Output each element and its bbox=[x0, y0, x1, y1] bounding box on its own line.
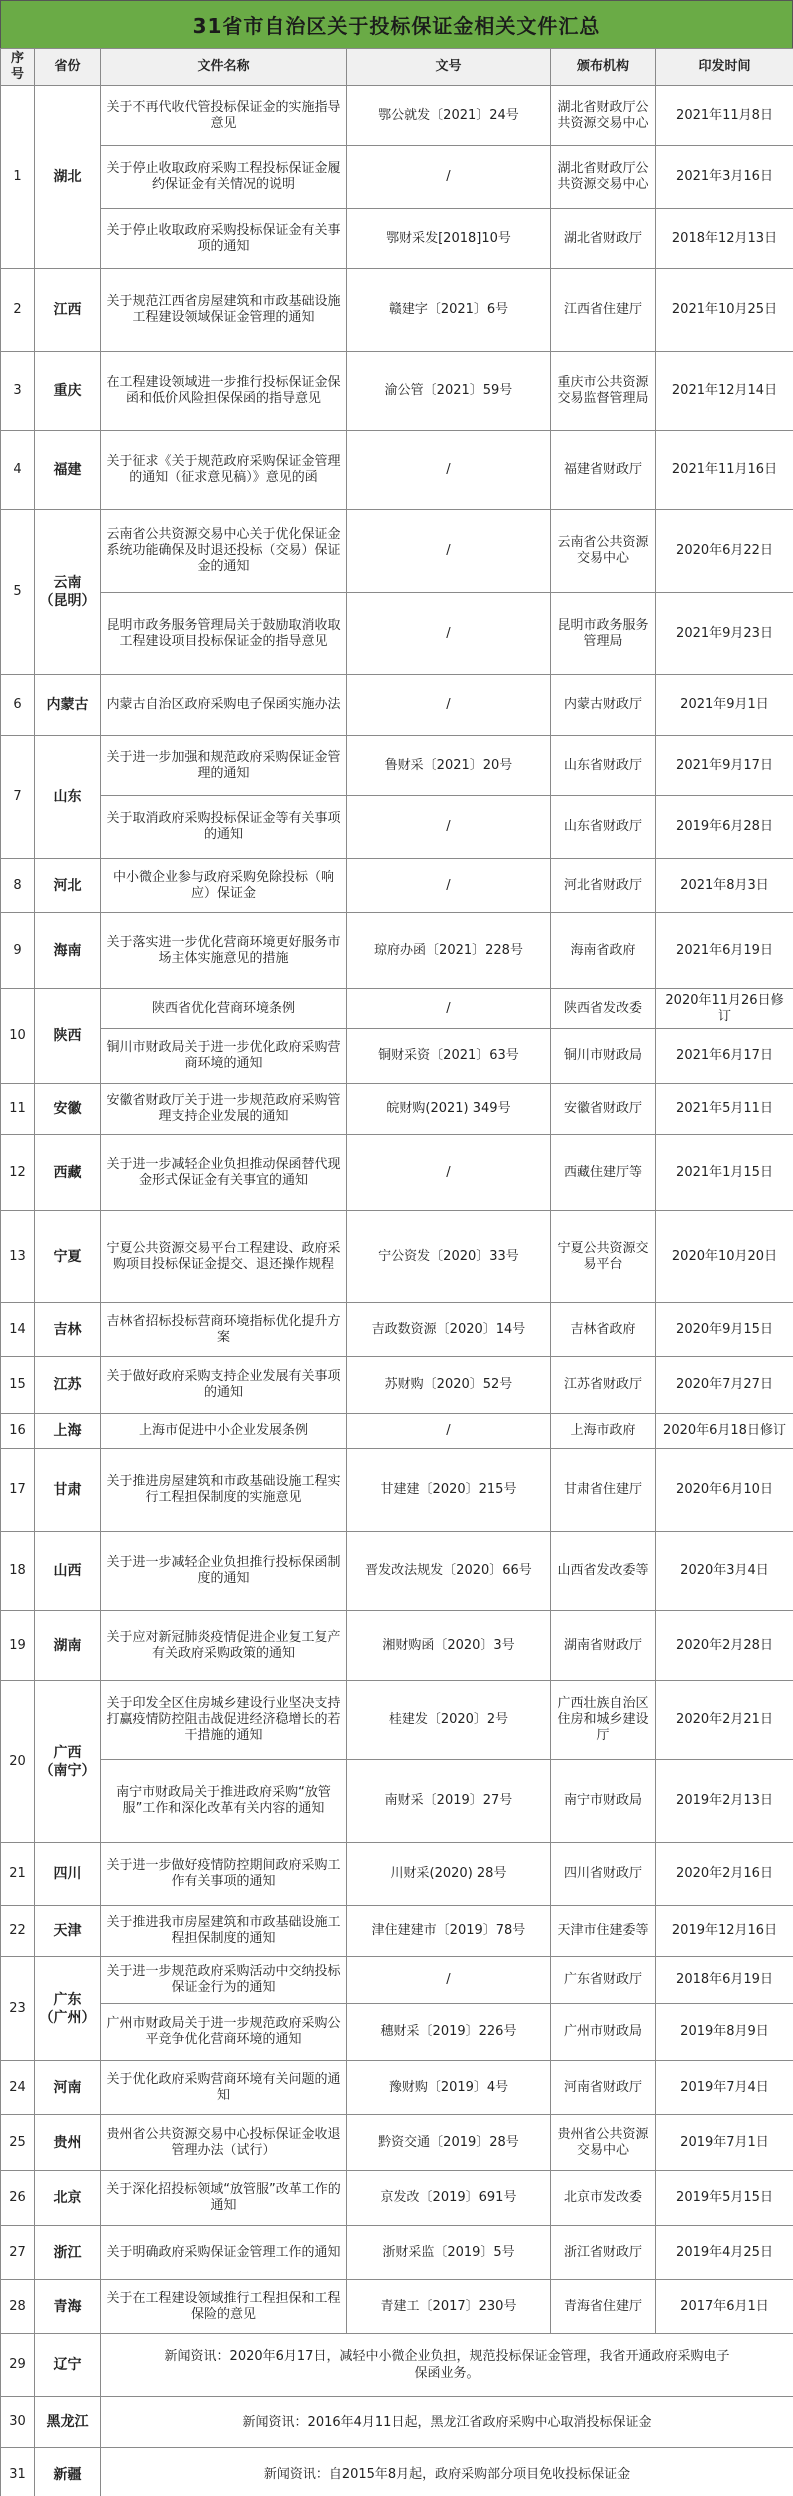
table-row bbox=[1, 1029, 793, 1084]
table-row bbox=[1, 1906, 793, 1957]
doc-number-cell: 浙财采监〔2019〕5号 bbox=[347, 2226, 551, 2280]
issue-date-cell: 2019年12月16日 bbox=[656, 1906, 793, 1957]
doc-number-cell: / bbox=[347, 675, 551, 736]
doc-number-cell: 吉政数资源〔2020〕14号 bbox=[347, 1303, 551, 1357]
row-number: 23 bbox=[1, 1957, 35, 2061]
table-row bbox=[1, 2226, 793, 2280]
province-name: 山东 bbox=[35, 736, 101, 859]
province-name: 山西 bbox=[35, 1532, 101, 1611]
issuer-cell: 河北省财政厅 bbox=[551, 859, 656, 913]
issuer-cell: 陕西省发改委 bbox=[551, 989, 656, 1029]
issue-date-cell: 2019年4月25日 bbox=[656, 2226, 793, 2280]
document-table bbox=[0, 48, 793, 2496]
row-number: 6 bbox=[1, 675, 35, 736]
issue-date-cell: 2020年3月4日 bbox=[656, 1532, 793, 1611]
file-name-cell: 关于落实进一步优化营商环境更好服务市场主体实施意见的措施 bbox=[101, 913, 347, 989]
issuer-cell: 山东省财政厅 bbox=[551, 736, 656, 796]
table-row bbox=[1, 1357, 793, 1414]
table-row bbox=[1, 859, 793, 913]
table-row bbox=[1, 675, 793, 736]
issuer-cell: 浙江省财政厅 bbox=[551, 2226, 656, 2280]
issuer-cell: 上海市政府 bbox=[551, 1414, 656, 1449]
row-number: 3 bbox=[1, 352, 35, 431]
file-name-cell: 关于推进我市房屋建筑和市政基础设施工程担保制度的通知 bbox=[101, 1906, 347, 1957]
doc-number-cell: 甘建建〔2020〕215号 bbox=[347, 1449, 551, 1532]
doc-number-cell: 川财采(2020) 28号 bbox=[347, 1843, 551, 1906]
issuer-cell: 山西省发改委等 bbox=[551, 1532, 656, 1611]
province-name: 内蒙古 bbox=[35, 675, 101, 736]
file-name-cell: 关于印发全区住房城乡建设行业坚决支持打赢疫情防控阻击战促进经济稳增长的若干措施的通知 bbox=[101, 1681, 347, 1760]
row-number: 25 bbox=[1, 2115, 35, 2171]
issuer-cell: 甘肃省住建厅 bbox=[551, 1449, 656, 1532]
doc-number-cell: / bbox=[347, 510, 551, 593]
row-number: 29 bbox=[1, 2334, 35, 2397]
row-number: 12 bbox=[1, 1135, 35, 1211]
province-name: 贵州 bbox=[35, 2115, 101, 2171]
file-name-cell: 关于进一步规范政府采购活动中交纳投标保证金行为的通知 bbox=[101, 1957, 347, 2004]
province-name: 云南 （昆明） bbox=[35, 510, 101, 675]
row-number: 17 bbox=[1, 1449, 35, 1532]
file-name-cell: 关于征求《关于规范政府采购保证金管理的通知（征求意见稿）》意见的函 bbox=[101, 431, 347, 510]
issue-date-cell: 2019年7月4日 bbox=[656, 2061, 793, 2115]
file-name-cell: 陕西省优化营商环境条例 bbox=[101, 989, 347, 1029]
header-doc-number: 文号 bbox=[347, 49, 551, 86]
table-row bbox=[1, 1303, 793, 1357]
issue-date-cell: 2021年11月8日 bbox=[656, 86, 793, 146]
file-name-cell: 安徽省财政厅关于进一步规范政府采购管理支持企业发展的通知 bbox=[101, 1084, 347, 1135]
province-name: 安徽 bbox=[35, 1084, 101, 1135]
news-text: 新闻资讯：2020年6月17日，减轻中小微企业负担，规范投标保证金管理，我省开通政府采购电子保函业务。 bbox=[101, 2334, 793, 2397]
file-name-cell: 中小微企业参与政府采购免除投标（响应）保证金 bbox=[101, 859, 347, 913]
file-name-cell: 贵州省公共资源交易中心投标保证金收退管理办法（试行） bbox=[101, 2115, 347, 2171]
header-row bbox=[1, 49, 793, 86]
table-row bbox=[1, 1760, 793, 1843]
province-name: 浙江 bbox=[35, 2226, 101, 2280]
table-row bbox=[1, 2334, 793, 2397]
issue-date-cell: 2021年12月14日 bbox=[656, 352, 793, 431]
doc-number-cell: 鄂公就发〔2021〕24号 bbox=[347, 86, 551, 146]
issuer-cell: 福建省财政厅 bbox=[551, 431, 656, 510]
doc-number-cell: 皖财购(2021) 349号 bbox=[347, 1084, 551, 1135]
header-no: 序号 bbox=[1, 49, 35, 86]
table-row bbox=[1, 913, 793, 989]
row-number: 4 bbox=[1, 431, 35, 510]
issuer-cell: 四川省财政厅 bbox=[551, 1843, 656, 1906]
issue-date-cell: 2017年6月1日 bbox=[656, 2280, 793, 2334]
province-name: 甘肃 bbox=[35, 1449, 101, 1532]
doc-number-cell: 鲁财采〔2021〕20号 bbox=[347, 736, 551, 796]
doc-number-cell: 铜财采资〔2021〕63号 bbox=[347, 1029, 551, 1084]
doc-number-cell: 豫财购〔2019〕4号 bbox=[347, 2061, 551, 2115]
doc-number-cell: / bbox=[347, 859, 551, 913]
table-row bbox=[1, 736, 793, 796]
row-number: 30 bbox=[1, 2397, 35, 2448]
doc-number-cell: / bbox=[347, 989, 551, 1029]
file-name-cell: 在工程建设领域进一步推行投标保证金保函和低价风险担保保函的指导意见 bbox=[101, 352, 347, 431]
table-row bbox=[1, 1449, 793, 1532]
issuer-cell: 河南省财政厅 bbox=[551, 2061, 656, 2115]
row-number: 7 bbox=[1, 736, 35, 859]
issue-date-cell: 2019年5月15日 bbox=[656, 2171, 793, 2226]
province-name: 福建 bbox=[35, 431, 101, 510]
issue-date-cell: 2020年6月22日 bbox=[656, 510, 793, 593]
header-issuer: 颁布机构 bbox=[551, 49, 656, 86]
table-row bbox=[1, 209, 793, 269]
file-name-cell: 关于进一步加强和规范政府采购保证金管理的通知 bbox=[101, 736, 347, 796]
file-name-cell: 关于明确政府采购保证金管理工作的通知 bbox=[101, 2226, 347, 2280]
row-number: 18 bbox=[1, 1532, 35, 1611]
issuer-cell: 江西省住建厅 bbox=[551, 269, 656, 352]
issuer-cell: 铜川市财政局 bbox=[551, 1029, 656, 1084]
issuer-cell: 湖北省财政厅公共资源交易中心 bbox=[551, 86, 656, 146]
row-number: 16 bbox=[1, 1414, 35, 1449]
doc-number-cell: 琼府办函〔2021〕228号 bbox=[347, 913, 551, 989]
doc-number-cell: 南财采〔2019〕27号 bbox=[347, 1760, 551, 1843]
file-name-cell: 吉林省招标投标营商环境指标优化提升方案 bbox=[101, 1303, 347, 1357]
issue-date-cell: 2021年3月16日 bbox=[656, 146, 793, 209]
province-name: 重庆 bbox=[35, 352, 101, 431]
table-row bbox=[1, 989, 793, 1029]
issuer-cell: 青海省住建厅 bbox=[551, 2280, 656, 2334]
row-number: 19 bbox=[1, 1611, 35, 1681]
issuer-cell: 广东省财政厅 bbox=[551, 1957, 656, 2004]
province-name: 河南 bbox=[35, 2061, 101, 2115]
table-row bbox=[1, 431, 793, 510]
row-number: 24 bbox=[1, 2061, 35, 2115]
issuer-cell: 云南省公共资源交易中心 bbox=[551, 510, 656, 593]
row-number: 8 bbox=[1, 859, 35, 913]
issue-date-cell: 2020年9月15日 bbox=[656, 1303, 793, 1357]
issuer-cell: 山东省财政厅 bbox=[551, 796, 656, 859]
issue-date-cell: 2020年10月20日 bbox=[656, 1211, 793, 1303]
table-row bbox=[1, 352, 793, 431]
province-name: 黑龙江 bbox=[35, 2397, 101, 2448]
news-text: 新闻资讯：2016年4月11日起，黑龙江省政府采购中心取消投标保证金 bbox=[101, 2397, 793, 2448]
news-text: 新闻资讯：自2015年8月起，政府采购部分项目免收投标保证金 bbox=[101, 2448, 793, 2496]
province-name: 四川 bbox=[35, 1843, 101, 1906]
province-name: 江苏 bbox=[35, 1357, 101, 1414]
file-name-cell: 关于应对新冠肺炎疫情促进企业复工复产有关政府采购政策的通知 bbox=[101, 1611, 347, 1681]
province-name: 湖南 bbox=[35, 1611, 101, 1681]
province-name: 江西 bbox=[35, 269, 101, 352]
issue-date-cell: 2021年5月11日 bbox=[656, 1084, 793, 1135]
table-row bbox=[1, 1084, 793, 1135]
row-number: 13 bbox=[1, 1211, 35, 1303]
row-number: 15 bbox=[1, 1357, 35, 1414]
issue-date-cell: 2021年9月1日 bbox=[656, 675, 793, 736]
issuer-cell: 海南省政府 bbox=[551, 913, 656, 989]
doc-number-cell: 黔资交通〔2019〕28号 bbox=[347, 2115, 551, 2171]
file-name-cell: 云南省公共资源交易中心关于优化保证金系统功能确保及时退还投标（交易）保证金的通知 bbox=[101, 510, 347, 593]
row-number: 9 bbox=[1, 913, 35, 989]
file-name-cell: 关于取消政府采购投标保证金等有关事项的通知 bbox=[101, 796, 347, 859]
table-row bbox=[1, 1611, 793, 1681]
province-name: 辽宁 bbox=[35, 2334, 101, 2397]
table-row bbox=[1, 1135, 793, 1211]
row-number: 5 bbox=[1, 510, 35, 675]
issue-date-cell: 2020年6月18日修订 bbox=[656, 1414, 793, 1449]
issue-date-cell: 2021年10月25日 bbox=[656, 269, 793, 352]
issuer-cell: 重庆市公共资源交易监督管理局 bbox=[551, 352, 656, 431]
file-name-cell: 昆明市政务服务管理局关于鼓励取消收取工程建设项目投标保证金的指导意见 bbox=[101, 593, 347, 675]
table-row bbox=[1, 2115, 793, 2171]
doc-number-cell: 宁公资发〔2020〕33号 bbox=[347, 1211, 551, 1303]
table-row bbox=[1, 796, 793, 859]
issuer-cell: 湖北省财政厅公共资源交易中心 bbox=[551, 146, 656, 209]
file-name-cell: 关于进一步减轻企业负担推动保函替代现金形式保证金有关事宜的通知 bbox=[101, 1135, 347, 1211]
issuer-cell: 昆明市政务服务管理局 bbox=[551, 593, 656, 675]
issue-date-cell: 2020年2月21日 bbox=[656, 1681, 793, 1760]
province-name: 宁夏 bbox=[35, 1211, 101, 1303]
table-row bbox=[1, 2171, 793, 2226]
header-province: 省份 bbox=[35, 49, 101, 86]
table-body bbox=[1, 86, 793, 2496]
file-name-cell: 南宁市财政局关于推进政府采购“放管服”工作和深化改革有关内容的通知 bbox=[101, 1760, 347, 1843]
file-name-cell: 内蒙古自治区政府采购电子保函实施办法 bbox=[101, 675, 347, 736]
row-number: 31 bbox=[1, 2448, 35, 2496]
doc-number-cell: 青建工〔2017〕230号 bbox=[347, 2280, 551, 2334]
file-name-cell: 关于推进房屋建筑和市政基础设施工程实行工程担保制度的实施意见 bbox=[101, 1449, 347, 1532]
issuer-cell: 贵州省公共资源交易中心 bbox=[551, 2115, 656, 2171]
issuer-cell: 安徽省财政厅 bbox=[551, 1084, 656, 1135]
issue-date-cell: 2020年2月16日 bbox=[656, 1843, 793, 1906]
doc-number-cell: / bbox=[347, 593, 551, 675]
table-row bbox=[1, 2448, 793, 2496]
issuer-cell: 江苏省财政厅 bbox=[551, 1357, 656, 1414]
row-number: 21 bbox=[1, 1843, 35, 1906]
file-name-cell: 关于做好政府采购支持企业发展有关事项的通知 bbox=[101, 1357, 347, 1414]
file-name-cell: 关于进一步减轻企业负担推行投标保函制度的通知 bbox=[101, 1532, 347, 1611]
file-name-cell: 关于在工程建设领域推行工程担保和工程保险的意见 bbox=[101, 2280, 347, 2334]
doc-number-cell: 湘财购函〔2020〕3号 bbox=[347, 1611, 551, 1681]
row-number: 14 bbox=[1, 1303, 35, 1357]
table-row bbox=[1, 146, 793, 209]
table-row bbox=[1, 1211, 793, 1303]
province-name: 北京 bbox=[35, 2171, 101, 2226]
file-name-cell: 上海市促进中小企业发展条例 bbox=[101, 1414, 347, 1449]
file-name-cell: 宁夏公共资源交易平台工程建设、政府采购项目投标保证金提交、退还操作规程 bbox=[101, 1211, 347, 1303]
doc-number-cell: 鄂财采发[2018]10号 bbox=[347, 209, 551, 269]
issue-date-cell: 2021年1月15日 bbox=[656, 1135, 793, 1211]
row-number: 28 bbox=[1, 2280, 35, 2334]
issuer-cell: 广州市财政局 bbox=[551, 2004, 656, 2061]
issuer-cell: 北京市发改委 bbox=[551, 2171, 656, 2226]
header-issue-date: 印发时间 bbox=[656, 49, 793, 86]
file-name-cell: 关于停止收取政府采购投标保证金有关事项的通知 bbox=[101, 209, 347, 269]
issue-date-cell: 2021年8月3日 bbox=[656, 859, 793, 913]
issue-date-cell: 2021年9月23日 bbox=[656, 593, 793, 675]
doc-number-cell: 苏财购〔2020〕52号 bbox=[347, 1357, 551, 1414]
table-row bbox=[1, 1532, 793, 1611]
province-name: 青海 bbox=[35, 2280, 101, 2334]
doc-number-cell: / bbox=[347, 1135, 551, 1211]
doc-number-cell: 穗财采〔2019〕226号 bbox=[347, 2004, 551, 2061]
province-name: 广东 （广州） bbox=[35, 1957, 101, 2061]
province-name: 吉林 bbox=[35, 1303, 101, 1357]
issue-date-cell: 2021年6月19日 bbox=[656, 913, 793, 989]
issue-date-cell: 2018年12月13日 bbox=[656, 209, 793, 269]
doc-number-cell: 桂建发〔2020〕2号 bbox=[347, 1681, 551, 1760]
table-row bbox=[1, 269, 793, 352]
issue-date-cell: 2021年11月16日 bbox=[656, 431, 793, 510]
table-row bbox=[1, 2061, 793, 2115]
table-row bbox=[1, 1414, 793, 1449]
page-title: 31省市自治区关于投标保证金相关文件汇总 bbox=[0, 0, 793, 48]
doc-number-cell: 赣建字〔2021〕6号 bbox=[347, 269, 551, 352]
file-name-cell: 关于规范江西省房屋建筑和市政基础设施工程建设领域保证金管理的通知 bbox=[101, 269, 347, 352]
issue-date-cell: 2019年6月28日 bbox=[656, 796, 793, 859]
doc-number-cell: 京发改〔2019〕691号 bbox=[347, 2171, 551, 2226]
doc-number-cell: 晋发改法规发〔2020〕66号 bbox=[347, 1532, 551, 1611]
row-number: 2 bbox=[1, 269, 35, 352]
province-name: 陕西 bbox=[35, 989, 101, 1084]
table-row bbox=[1, 86, 793, 146]
row-number: 27 bbox=[1, 2226, 35, 2280]
province-name: 新疆 bbox=[35, 2448, 101, 2496]
issue-date-cell: 2019年8月9日 bbox=[656, 2004, 793, 2061]
row-number: 10 bbox=[1, 989, 35, 1084]
table-row bbox=[1, 1681, 793, 1760]
province-name: 上海 bbox=[35, 1414, 101, 1449]
issue-date-cell: 2020年6月10日 bbox=[656, 1449, 793, 1532]
issue-date-cell: 2018年6月19日 bbox=[656, 1957, 793, 2004]
doc-number-cell: / bbox=[347, 796, 551, 859]
file-name-cell: 关于进一步做好疫情防控期间政府采购工作有关事项的通知 bbox=[101, 1843, 347, 1906]
row-number: 26 bbox=[1, 2171, 35, 2226]
issue-date-cell: 2021年9月17日 bbox=[656, 736, 793, 796]
issuer-cell: 湖北省财政厅 bbox=[551, 209, 656, 269]
doc-number-cell: / bbox=[347, 1957, 551, 2004]
issuer-cell: 湖南省财政厅 bbox=[551, 1611, 656, 1681]
doc-number-cell: / bbox=[347, 146, 551, 209]
table-row bbox=[1, 1957, 793, 2004]
issuer-cell: 宁夏公共资源交易平台 bbox=[551, 1211, 656, 1303]
table-row bbox=[1, 2397, 793, 2448]
doc-number-cell: / bbox=[347, 431, 551, 510]
province-name: 湖北 bbox=[35, 86, 101, 269]
row-number: 11 bbox=[1, 1084, 35, 1135]
table-row bbox=[1, 2280, 793, 2334]
row-number: 22 bbox=[1, 1906, 35, 1957]
doc-number-cell: 津住建建市〔2019〕78号 bbox=[347, 1906, 551, 1957]
issuer-cell: 内蒙古财政厅 bbox=[551, 675, 656, 736]
table-row bbox=[1, 2004, 793, 2061]
issue-date-cell: 2020年7月27日 bbox=[656, 1357, 793, 1414]
file-name-cell: 关于优化政府采购营商环境有关问题的通知 bbox=[101, 2061, 347, 2115]
issue-date-cell: 2020年11月26日修订 bbox=[656, 989, 793, 1029]
table-row bbox=[1, 510, 793, 593]
issuer-cell: 广西壮族自治区住房和城乡建设厅 bbox=[551, 1681, 656, 1760]
province-name: 广西 （南宁） bbox=[35, 1681, 101, 1843]
province-name: 天津 bbox=[35, 1906, 101, 1957]
row-number: 1 bbox=[1, 86, 35, 269]
issuer-cell: 西藏住建厅等 bbox=[551, 1135, 656, 1211]
issue-date-cell: 2019年7月1日 bbox=[656, 2115, 793, 2171]
issuer-cell: 吉林省政府 bbox=[551, 1303, 656, 1357]
issue-date-cell: 2019年2月13日 bbox=[656, 1760, 793, 1843]
doc-number-cell: 渝公管〔2021〕59号 bbox=[347, 352, 551, 431]
doc-number-cell: / bbox=[347, 1414, 551, 1449]
row-number: 20 bbox=[1, 1681, 35, 1843]
province-name: 河北 bbox=[35, 859, 101, 913]
file-name-cell: 广州市财政局关于进一步规范政府采购公平竞争优化营商环境的通知 bbox=[101, 2004, 347, 2061]
issuer-cell: 天津市住建委等 bbox=[551, 1906, 656, 1957]
issuer-cell: 南宁市财政局 bbox=[551, 1760, 656, 1843]
table-row bbox=[1, 593, 793, 675]
province-name: 西藏 bbox=[35, 1135, 101, 1211]
file-name-cell: 关于停止收取政府采购工程投标保证金履约保证金有关情况的说明 bbox=[101, 146, 347, 209]
file-name-cell: 铜川市财政局关于进一步优化政府采购营商环境的通知 bbox=[101, 1029, 347, 1084]
issue-date-cell: 2021年6月17日 bbox=[656, 1029, 793, 1084]
file-name-cell: 关于深化招投标领域“放管服”改革工作的通知 bbox=[101, 2171, 347, 2226]
table-row bbox=[1, 1843, 793, 1906]
province-name: 海南 bbox=[35, 913, 101, 989]
header-file-name: 文件名称 bbox=[101, 49, 347, 86]
issue-date-cell: 2020年2月28日 bbox=[656, 1611, 793, 1681]
file-name-cell: 关于不再代收代管投标保证金的实施指导意见 bbox=[101, 86, 347, 146]
